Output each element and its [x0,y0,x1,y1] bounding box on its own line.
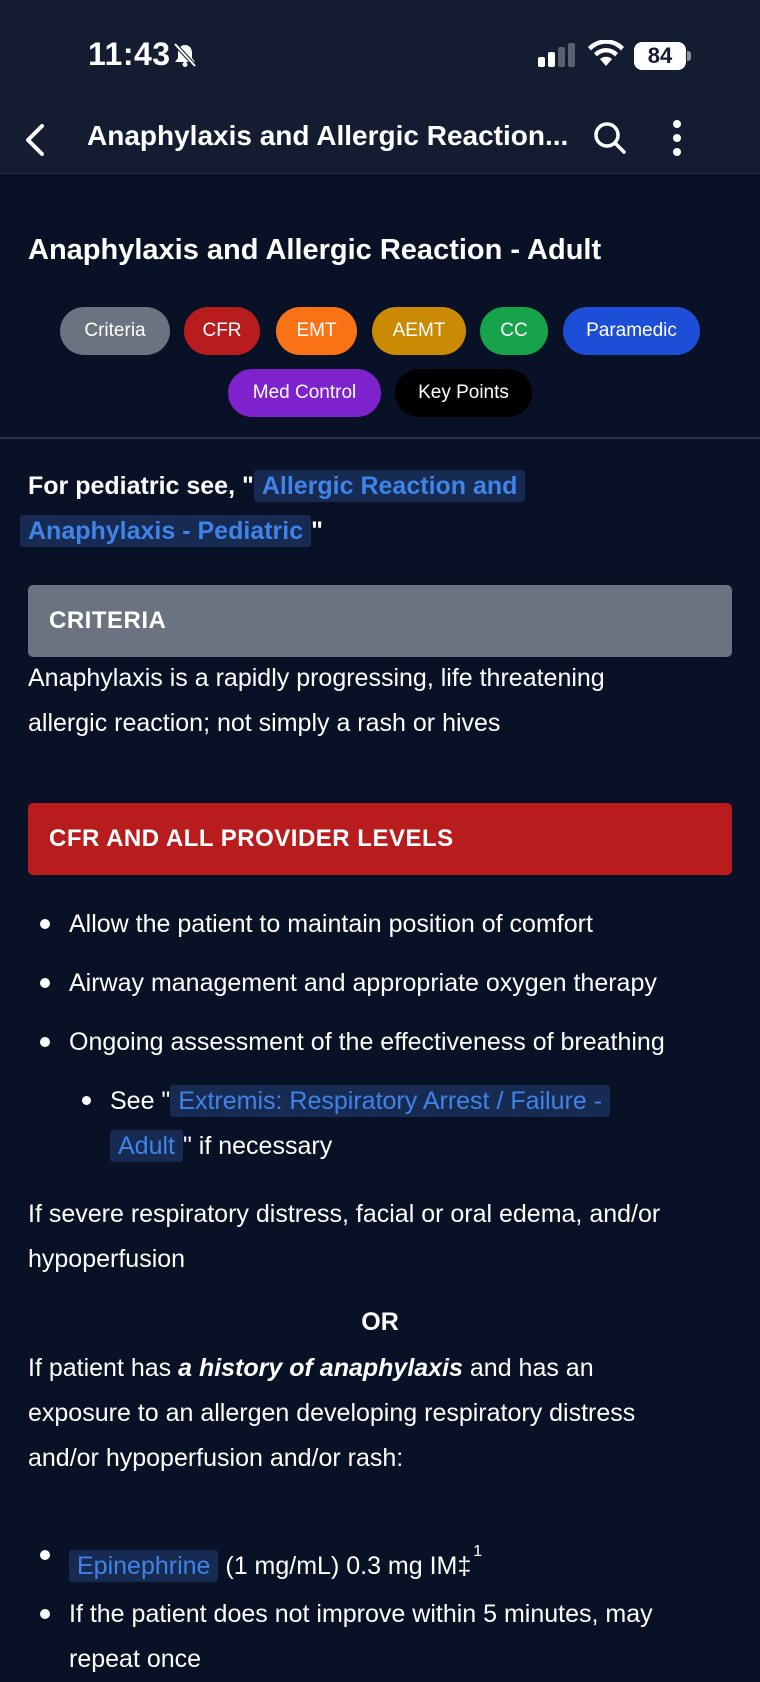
bullet-item: Allow the patient to maintain position of comfort [69,910,593,938]
pediatric-link-cont[interactable]: Anaphylaxis - Pediatric [20,515,311,547]
epinephrine-item: Epinephrine (1 mg/mL) 0.3 mg IM‡$^1$ [69,1529,482,1589]
criteria-header: CRITERIA [28,585,732,657]
extremis-link-cont[interactable]: Adult [110,1130,183,1162]
pill-med-control[interactable]: Med Control [228,369,381,417]
cellular-signal-icon [538,43,578,67]
pediatric-link[interactable]: Allergic Reaction and [254,470,526,502]
app-bar-title: Anaphylaxis and Allergic Reaction... [87,120,569,151]
epinephrine-link[interactable]: Epinephrine [69,1550,218,1582]
page-title: Anaphylaxis and Allergic Reaction - Adult [28,234,602,266]
search-icon[interactable] [590,118,630,158]
bullet-dot [40,919,50,929]
battery-level: 84 [634,42,686,70]
pediatric-reference: For pediatric see, " Allergic Reaction and Anaphylaxis - Pediatric " [28,464,728,554]
bullet-dot [40,1550,50,1560]
more-options-icon[interactable] [660,116,694,160]
sub-bullet-dot [82,1096,91,1105]
pill-key-points[interactable]: Key Points [395,369,532,417]
criteria-text: Anaphylaxis is a rapidly progressing, life threatening allergic reaction; not simply a rash or hives [28,664,605,737]
cfr-header: CFR AND ALL PROVIDER LEVELS [28,803,732,875]
history-text: If patient has a history of anaphylaxis and has an exposure to an allergen developing respiratory distress and/or hypoperfusion and/or rash: [28,1354,636,1472]
sub-bullet-item: See " Extremis: Respiratory Arrest / Failure - Adult " if necessary [110,1079,610,1169]
extremis-link[interactable]: Extremis: Respiratory Arrest / Failure - [170,1085,610,1117]
bullet-dot [40,978,50,988]
pill-criteria[interactable]: Criteria [60,307,170,355]
severe-text: If severe respiratory distress, facial or oral edema, and/or hypoperfusion [28,1200,661,1273]
pill-cfr[interactable]: CFR [184,307,260,355]
status-bar [0,0,760,106]
back-arrow-icon[interactable] [20,116,64,164]
bullet-item: Airway management and appropriate oxygen therapy [69,969,657,997]
wifi-icon [588,40,624,68]
repeat-item: If the patient does not improve within 5 minutes, may repeat once [69,1600,653,1673]
pill-cc[interactable]: CC [480,307,548,355]
bullet-item: Ongoing assessment of the effectiveness of breathing [69,1028,665,1056]
bell-muted-icon [172,42,198,68]
pill-aemt[interactable]: AEMT [372,307,466,355]
or-label: OR [361,1308,399,1336]
pill-emt[interactable]: EMT [276,307,357,355]
divider [0,437,760,439]
bullet-dot [40,1609,50,1619]
battery-icon [634,40,690,70]
bullet-dot [40,1037,50,1047]
status-time: 11:43 [88,36,171,72]
pill-paramedic[interactable]: Paramedic [563,307,700,355]
app-bar [0,106,760,174]
